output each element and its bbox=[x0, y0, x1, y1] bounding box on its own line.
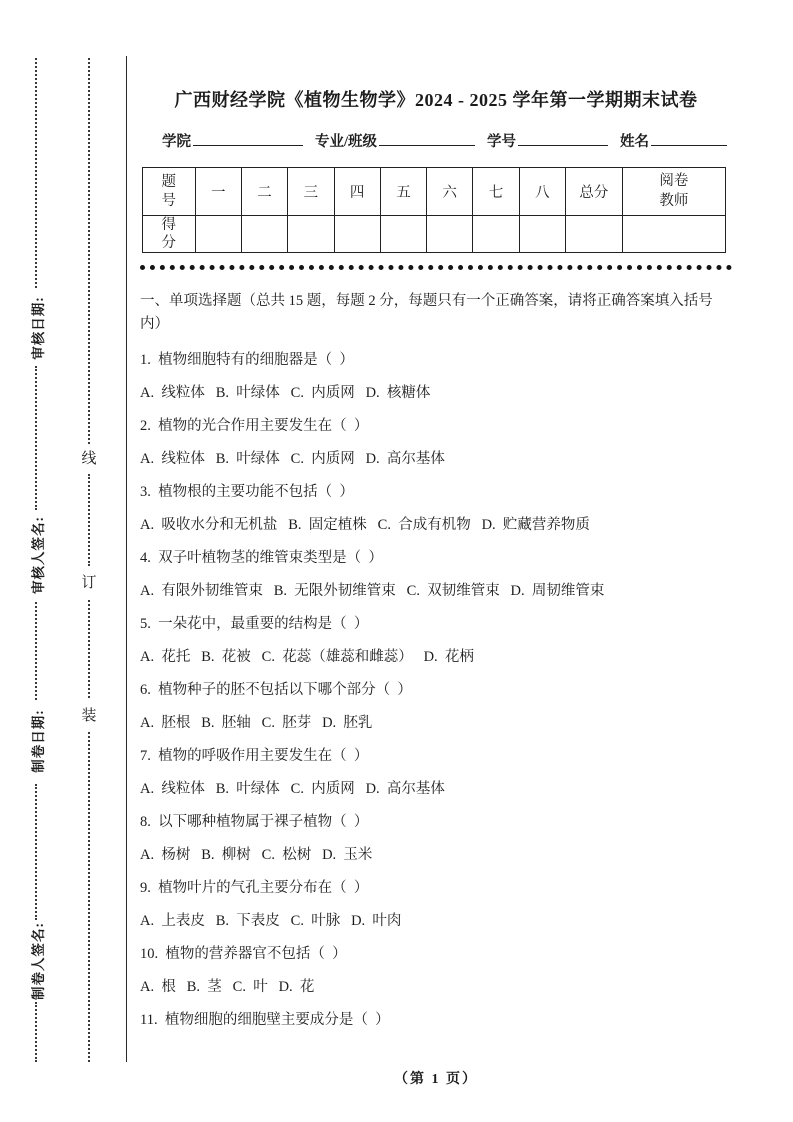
question-options: A. 上表皮 B. 下表皮 C. 叶脉 D. 叶肉 bbox=[140, 913, 402, 930]
question-11 bbox=[140, 1010, 732, 1031]
field-underline bbox=[379, 131, 475, 146]
field-label: 姓名 bbox=[620, 134, 650, 150]
question-7 bbox=[140, 746, 732, 800]
dotted-line bbox=[35, 366, 37, 510]
score-cell bbox=[380, 216, 426, 253]
question-stem: 11. 植物细胞的细胞壁主要成分是（ ） bbox=[140, 1012, 390, 1029]
question-stem: 7. 植物的呼吸作用主要发生在（ ） bbox=[140, 748, 369, 765]
col-header: 五 bbox=[380, 168, 426, 216]
field-major-class bbox=[315, 134, 487, 150]
page-footer: （第 1 页） bbox=[394, 1072, 478, 1087]
score-cell bbox=[473, 216, 519, 253]
score-cell bbox=[427, 216, 473, 253]
question-1 bbox=[140, 350, 732, 404]
question-stem: 4. 双子叶植物茎的维管束类型是（ ） bbox=[140, 550, 383, 567]
dotted-separator bbox=[140, 265, 732, 270]
field-label: 专业/班级 bbox=[315, 134, 378, 150]
question-options: A. 线粒体 B. 叶绿体 C. 内质网 D. 高尔基体 bbox=[140, 781, 445, 798]
field-student-id bbox=[487, 134, 620, 150]
exam-content bbox=[140, 86, 732, 1043]
field-underline bbox=[518, 131, 608, 146]
score-cell bbox=[519, 216, 565, 253]
score-cell bbox=[565, 216, 622, 253]
col-header: 八 bbox=[519, 168, 565, 216]
dotted-line bbox=[88, 58, 90, 444]
question-stem: 5. 一朵花中，最重要的结构是（ ） bbox=[140, 616, 369, 633]
dotted-line bbox=[88, 732, 90, 1062]
col-header: 四 bbox=[334, 168, 380, 216]
question-options: A. 花托 B. 花被 C. 花蕊（雄蕊和雌蕊） D. 花柄 bbox=[140, 649, 474, 666]
col-header-grader: 阅卷教师 bbox=[622, 168, 725, 216]
section-heading: 一、单项选择题（总共 15 题，每题 2 分，每题只有一个正确答案，请将正确答案填入括号内） bbox=[140, 293, 713, 333]
question-4 bbox=[140, 548, 732, 602]
dotted-line bbox=[35, 58, 37, 288]
question-options: A. 线粒体 B. 叶绿体 C. 内质网 D. 高尔基体 bbox=[140, 451, 445, 468]
question-options: A. 根 B. 茎 C. 叶 D. 花 bbox=[140, 979, 315, 996]
side-label-review-date: 审核日期: bbox=[31, 296, 46, 360]
question-options: A. 线粒体 B. 叶绿体 C. 内质网 D. 核糖体 bbox=[140, 385, 431, 402]
question-8 bbox=[140, 812, 732, 866]
binding-char-ding: 订 bbox=[81, 575, 97, 591]
question-9 bbox=[140, 878, 732, 932]
question-list bbox=[140, 350, 732, 1031]
side-label-papermaker-signature: 制卷人签名: bbox=[31, 922, 46, 1000]
dotted-line bbox=[88, 600, 90, 698]
dotted-line bbox=[35, 602, 37, 700]
exam-title: 广西财经学院《植物生物学》2024 - 2025 学年第一学期期末试卷 bbox=[174, 90, 698, 110]
score-cell bbox=[195, 216, 241, 253]
question-stem: 3. 植物根的主要功能不包括（ ） bbox=[140, 484, 354, 501]
score-cell bbox=[241, 216, 287, 253]
question-5 bbox=[140, 614, 732, 668]
score-cell bbox=[334, 216, 380, 253]
field-label: 学院 bbox=[162, 134, 191, 150]
question-stem: 8. 以下哪种植物属于裸子植物（ ） bbox=[140, 814, 369, 831]
dotted-line bbox=[88, 474, 90, 566]
binding-char-zhuang: 装 bbox=[81, 708, 97, 724]
question-stem: 2. 植物的光合作用主要发生在（ ） bbox=[140, 418, 369, 435]
question-options: A. 胚根 B. 胚轴 C. 胚芽 D. 胚乳 bbox=[140, 715, 373, 732]
question-options: A. 吸收水分和无机盐 B. 固定植株 C. 合成有机物 D. 贮藏营养物质 bbox=[140, 517, 590, 534]
question-stem: 9. 植物叶片的气孔主要分布在（ ） bbox=[140, 880, 369, 897]
field-underline bbox=[651, 131, 727, 146]
question-2 bbox=[140, 416, 732, 470]
col-header: 三 bbox=[288, 168, 334, 216]
score-table-score-row bbox=[143, 216, 726, 253]
binding-char-xian: 线 bbox=[81, 451, 97, 467]
col-header: 二 bbox=[241, 168, 287, 216]
col-header: 一 bbox=[195, 168, 241, 216]
dotted-line bbox=[35, 784, 37, 920]
question-3 bbox=[140, 482, 732, 536]
col-header: 六 bbox=[427, 168, 473, 216]
corner-cell-score: 得分 bbox=[143, 216, 196, 253]
score-table-header-row bbox=[143, 168, 726, 216]
field-label: 学号 bbox=[487, 134, 517, 150]
question-10 bbox=[140, 944, 732, 998]
dotted-line bbox=[35, 1002, 37, 1062]
field-underline bbox=[193, 131, 303, 146]
content-border-line bbox=[126, 56, 127, 1062]
score-cell bbox=[622, 216, 725, 253]
question-6 bbox=[140, 680, 732, 734]
student-info-row bbox=[140, 130, 732, 151]
col-header-total: 总分 bbox=[565, 168, 622, 216]
score-cell bbox=[288, 216, 334, 253]
field-college bbox=[162, 134, 315, 150]
side-label-reviewer-signature: 审核人签名: bbox=[31, 516, 46, 594]
score-table bbox=[142, 167, 726, 253]
side-label-papermaking-date: 制卷日期: bbox=[31, 709, 46, 773]
question-stem: 6. 植物种子的胚不包括以下哪个部分（ ） bbox=[140, 682, 412, 699]
field-name bbox=[620, 134, 727, 150]
question-stem: 10. 植物的营养器官不包括（ ） bbox=[140, 946, 347, 963]
question-options: A. 有限外韧维管束 B. 无限外韧维管束 C. 双韧维管束 D. 周韧维管束 bbox=[140, 583, 605, 600]
question-stem: 1. 植物细胞特有的细胞器是（ ） bbox=[140, 352, 354, 369]
question-options: A. 杨树 B. 柳树 C. 松树 D. 玉米 bbox=[140, 847, 373, 864]
corner-cell-qnum: 题号 bbox=[143, 168, 196, 216]
col-header: 七 bbox=[473, 168, 519, 216]
